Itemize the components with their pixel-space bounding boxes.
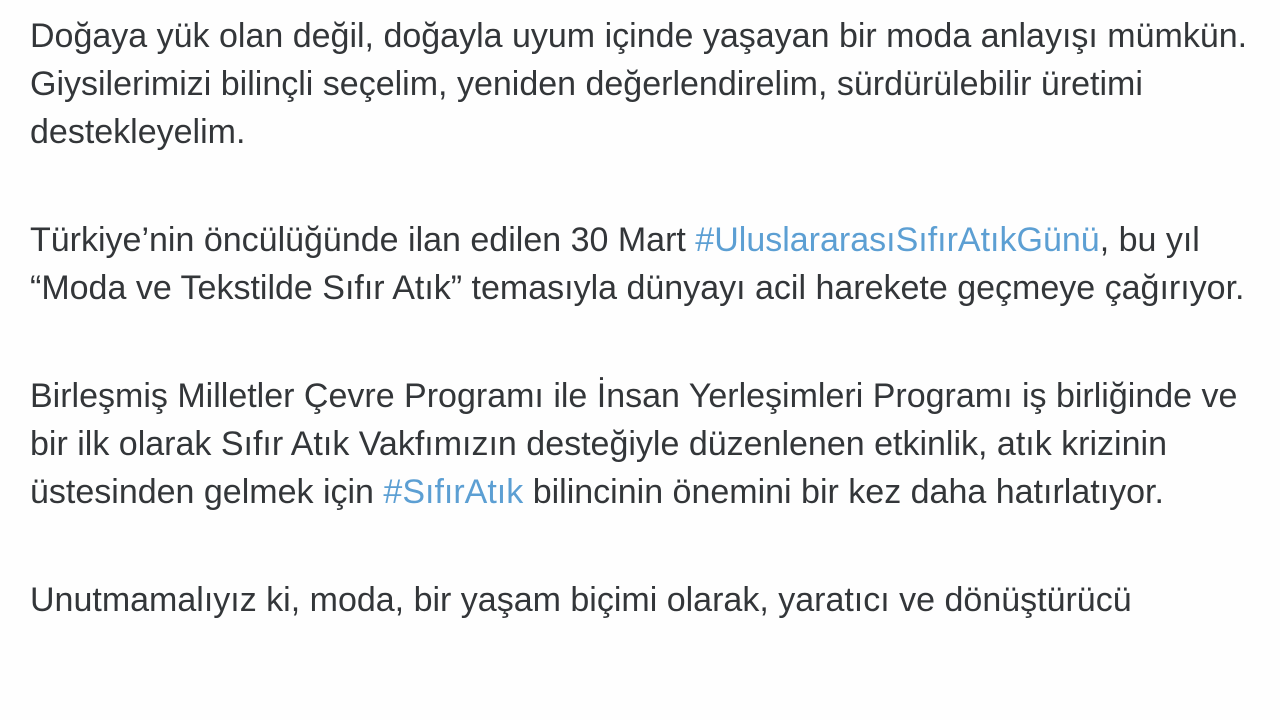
text-run: bilincinin önemini bir kez daha hatırlatıyor. <box>523 473 1164 511</box>
post-paragraph <box>30 372 1254 516</box>
post-paragraph <box>30 576 1254 624</box>
post-paragraph <box>30 12 1254 156</box>
text-run: Unutmamalıyız ki, moda, bir yaşam biçimi olarak, yaratıcı ve dönüştürücü <box>30 581 1132 619</box>
post-text <box>30 12 1254 624</box>
text-run: Türkiye’nin öncülüğünde ilan edilen 30 Mart <box>30 221 696 259</box>
hashtag-link[interactable]: #UluslararasıSıfırAtıkGünü <box>695 221 1100 259</box>
hashtag-link[interactable]: #SıfırAtık <box>383 473 524 511</box>
text-run: Doğaya yük olan değil, doğayla uyum içinde yaşayan bir moda anlayışı mümkün. Giysilerimizi bilinçli seçelim, yeniden değerlendirelim, sürdürülebilir üretimi destekleyelim. <box>30 17 1248 151</box>
text-run: Birleşmiş Milletler Çevre Programı ile İnsan Yerleşimleri Programı iş birliğinde ve bir ilk olarak Sıfır Atık Vakfımızın desteğiyle düzenlenen etkinlik, atık krizinin üstesinden gelmek için <box>30 377 1238 511</box>
post-paragraph <box>30 216 1254 312</box>
text-run: , bu yıl “Moda ve Tekstilde Sıfır Atık” temasıyla dünyayı acil harekete geçmeye çağırıyor. <box>30 221 1245 307</box>
